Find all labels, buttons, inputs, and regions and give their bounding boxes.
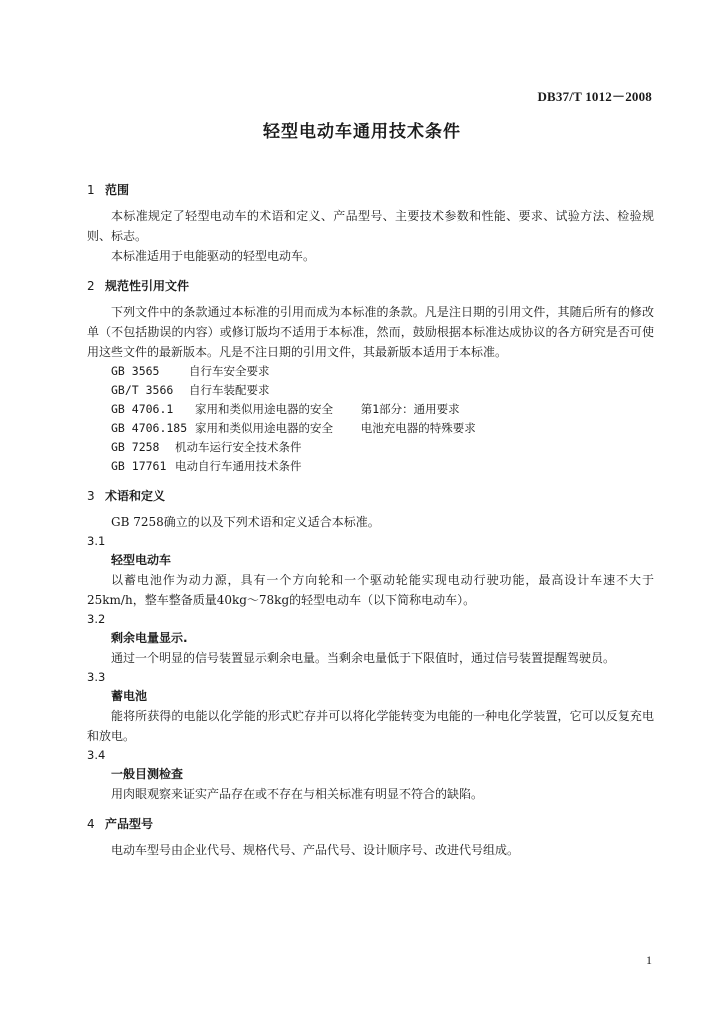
reference-title: 家用和类似用途电器的安全 电池充电器的特殊要求 bbox=[195, 421, 476, 435]
reference-item bbox=[87, 400, 654, 419]
term-name: 蓄电池 bbox=[111, 689, 148, 703]
paragraph: 电动车型号由企业代号、规格代号、产品代号、设计顺序号、改进代号组成。 bbox=[111, 843, 520, 857]
reference-code: GB 17761 bbox=[111, 459, 167, 473]
reference-title: 电动自行车通用技术条件 bbox=[175, 459, 302, 473]
section-heading-2 bbox=[87, 276, 654, 296]
paragraph: 本标准适用于电能驱动的轻型电动车。 bbox=[111, 249, 316, 263]
reference-code: GB 4706.1 bbox=[111, 402, 174, 416]
section-title: 范围 bbox=[105, 183, 130, 197]
document-body bbox=[87, 180, 654, 860]
term-number: 3.3 bbox=[87, 670, 106, 684]
reference-title: 自行车安全要求 bbox=[189, 364, 270, 378]
reference-title: 自行车装配要求 bbox=[189, 383, 270, 397]
reference-code: GB 7258 bbox=[111, 440, 160, 454]
section-number: 3 bbox=[87, 489, 95, 503]
section-number: 1 bbox=[87, 183, 95, 197]
section-title: 术语和定义 bbox=[105, 489, 166, 503]
reference-title: 家用和类似用途电器的安全 第1部分：通用要求 bbox=[195, 402, 460, 416]
reference-item bbox=[87, 457, 654, 476]
section-heading-1 bbox=[87, 180, 654, 200]
reference-item bbox=[87, 438, 654, 457]
term-number: 3.2 bbox=[87, 612, 106, 626]
section-heading-4 bbox=[87, 814, 654, 834]
term-number: 3.1 bbox=[87, 534, 106, 548]
term-name: 剩余电量显示. bbox=[111, 631, 188, 645]
paragraph: 本标准规定了轻型电动车的术语和定义、产品型号、主要技术参数和性能、要求、试验方法、检验规则、标志。 bbox=[87, 209, 654, 243]
section-title: 产品型号 bbox=[105, 817, 154, 831]
term-name: 轻型电动车 bbox=[111, 553, 172, 567]
term-number: 3.4 bbox=[87, 748, 106, 762]
paragraph: 下列文件中的条款通过本标准的引用而成为本标准的条款。凡是注日期的引用文件，其随后所有的修改单（不包括勘误的内容）或修订版均不适用于本标准，然而，鼓励根据本标准达成协议的各方研究是否可使用这些文件的最新版本。凡是不注日期的引用文件，其最新版本适用于本标准。 bbox=[87, 305, 654, 359]
reference-item bbox=[87, 362, 654, 381]
reference-code: GB 3565 bbox=[111, 364, 160, 378]
page-number: 1 bbox=[646, 953, 652, 967]
paragraph: GB 7258确立的以及下列术语和定义适合本标准。 bbox=[111, 515, 380, 529]
document-title: 轻型电动车通用技术条件 bbox=[263, 122, 461, 142]
term-name: 一般目测检查 bbox=[111, 767, 184, 781]
term-definition: 能将所获得的电能以化学能的形式贮存并可以将化学能转变为电能的一种电化学装置，它可以反复充电和放电。 bbox=[87, 709, 654, 743]
reference-code: GB/T 3566 bbox=[111, 383, 174, 397]
term-definition: 用肉眼观察来证实产品存在或不存在与相关标准有明显不符合的缺陷。 bbox=[111, 787, 484, 801]
reference-item bbox=[87, 381, 654, 400]
section-title: 规范性引用文件 bbox=[105, 279, 190, 293]
term-definition: 以蓄电池作为动力源，具有一个方向轮和一个驱动轮能实现电动行驶功能，最高设计车速不大于25km/h，整车整备质量40kg～78kg的轻型电动车（以下简称电动车）。 bbox=[87, 573, 654, 607]
section-number: 2 bbox=[87, 279, 95, 293]
term-definition: 通过一个明显的信号装置显示剩余电量。当剩余电量低于下限值时，通过信号装置提醒驾驶员。 bbox=[111, 651, 616, 665]
section-heading-3 bbox=[87, 486, 654, 506]
reference-code: GB 4706.185 bbox=[111, 421, 188, 435]
section-number: 4 bbox=[87, 817, 95, 831]
reference-title: 机动车运行安全技术条件 bbox=[175, 440, 302, 454]
document-code: DB37/T 1012－2008 bbox=[537, 89, 652, 104]
reference-item bbox=[87, 419, 654, 438]
